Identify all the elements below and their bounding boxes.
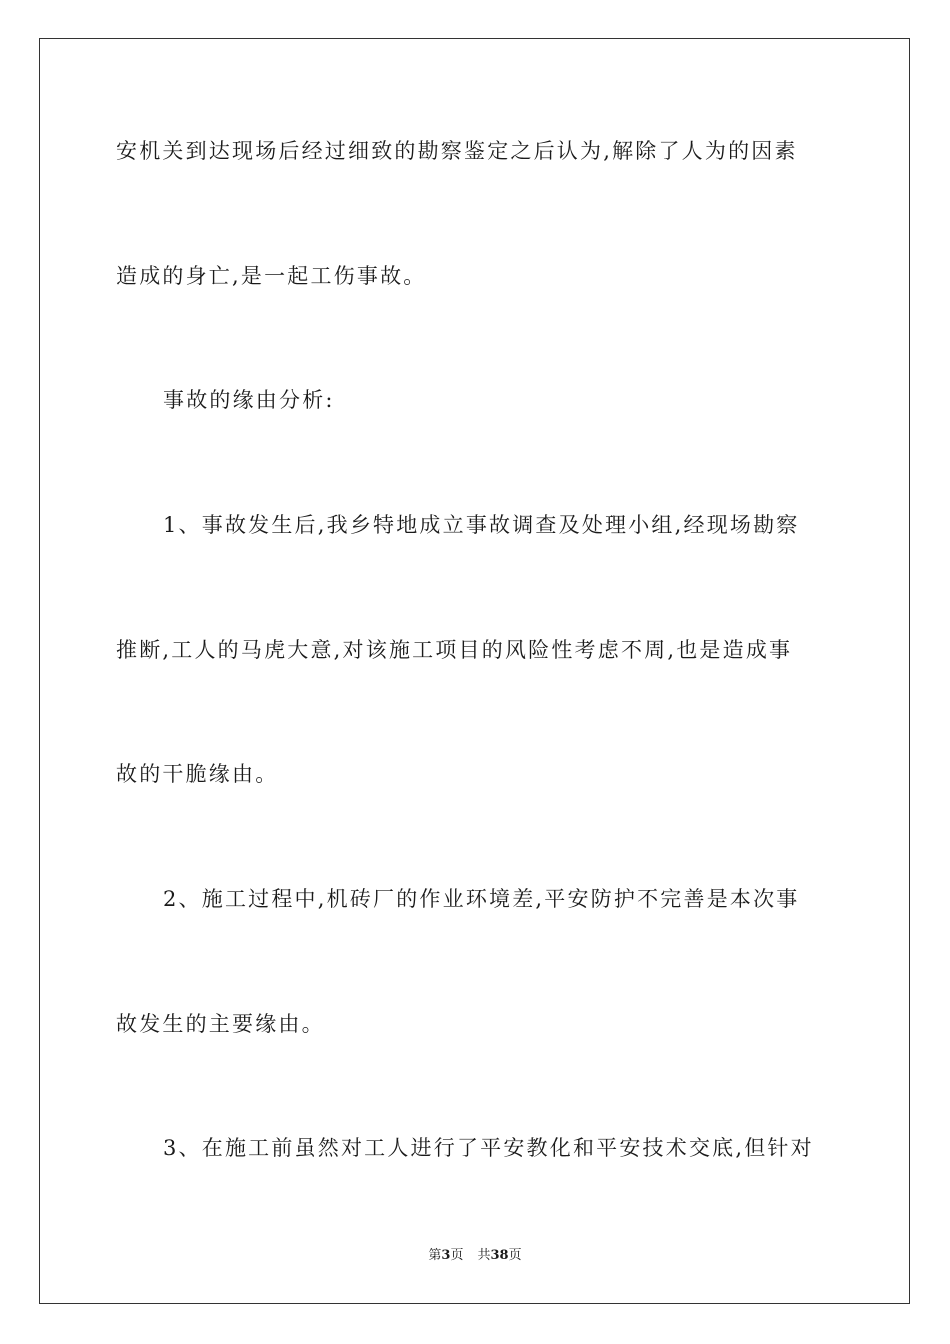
paragraph-line-7: 2、施工过程中,机砖厂的作业环境差,平安防护不完善是本次事 — [163, 887, 800, 911]
section-heading-cause-analysis: 事故的缘由分析: — [163, 388, 335, 412]
paragraph-line-6: 故的干脆缘由。 — [116, 762, 279, 786]
paragraph-line-5: 推断,工人的马虎大意,对该施工项目的风险性考虑不周,也是造成事 — [116, 638, 793, 662]
paragraph-line-4: 1、事故发生后,我乡特地成立事故调查及处理小组,经现场勘察 — [163, 513, 800, 537]
total-suffix: 页 — [508, 1248, 522, 1263]
total-pages: 38 — [490, 1248, 509, 1263]
paragraph-line-2: 造成的身亡,是一起工伤事故。 — [116, 264, 427, 288]
page-suffix: 页 — [450, 1248, 464, 1263]
paragraph-line-9: 3、在施工前虽然对工人进行了平安教化和平安技术交底,但针对 — [163, 1136, 814, 1160]
paragraph-line-8: 故发生的主要缘由。 — [116, 1012, 325, 1036]
page-border — [39, 38, 910, 1304]
page-prefix: 第 — [428, 1248, 442, 1263]
page-footer — [0, 1247, 950, 1265]
page-number: 3 — [441, 1248, 451, 1263]
total-prefix: 共 — [477, 1248, 491, 1263]
paragraph-line-1: 安机关到达现场后经过细致的勘察鉴定之后认为,解除了人为的因素 — [116, 139, 798, 163]
